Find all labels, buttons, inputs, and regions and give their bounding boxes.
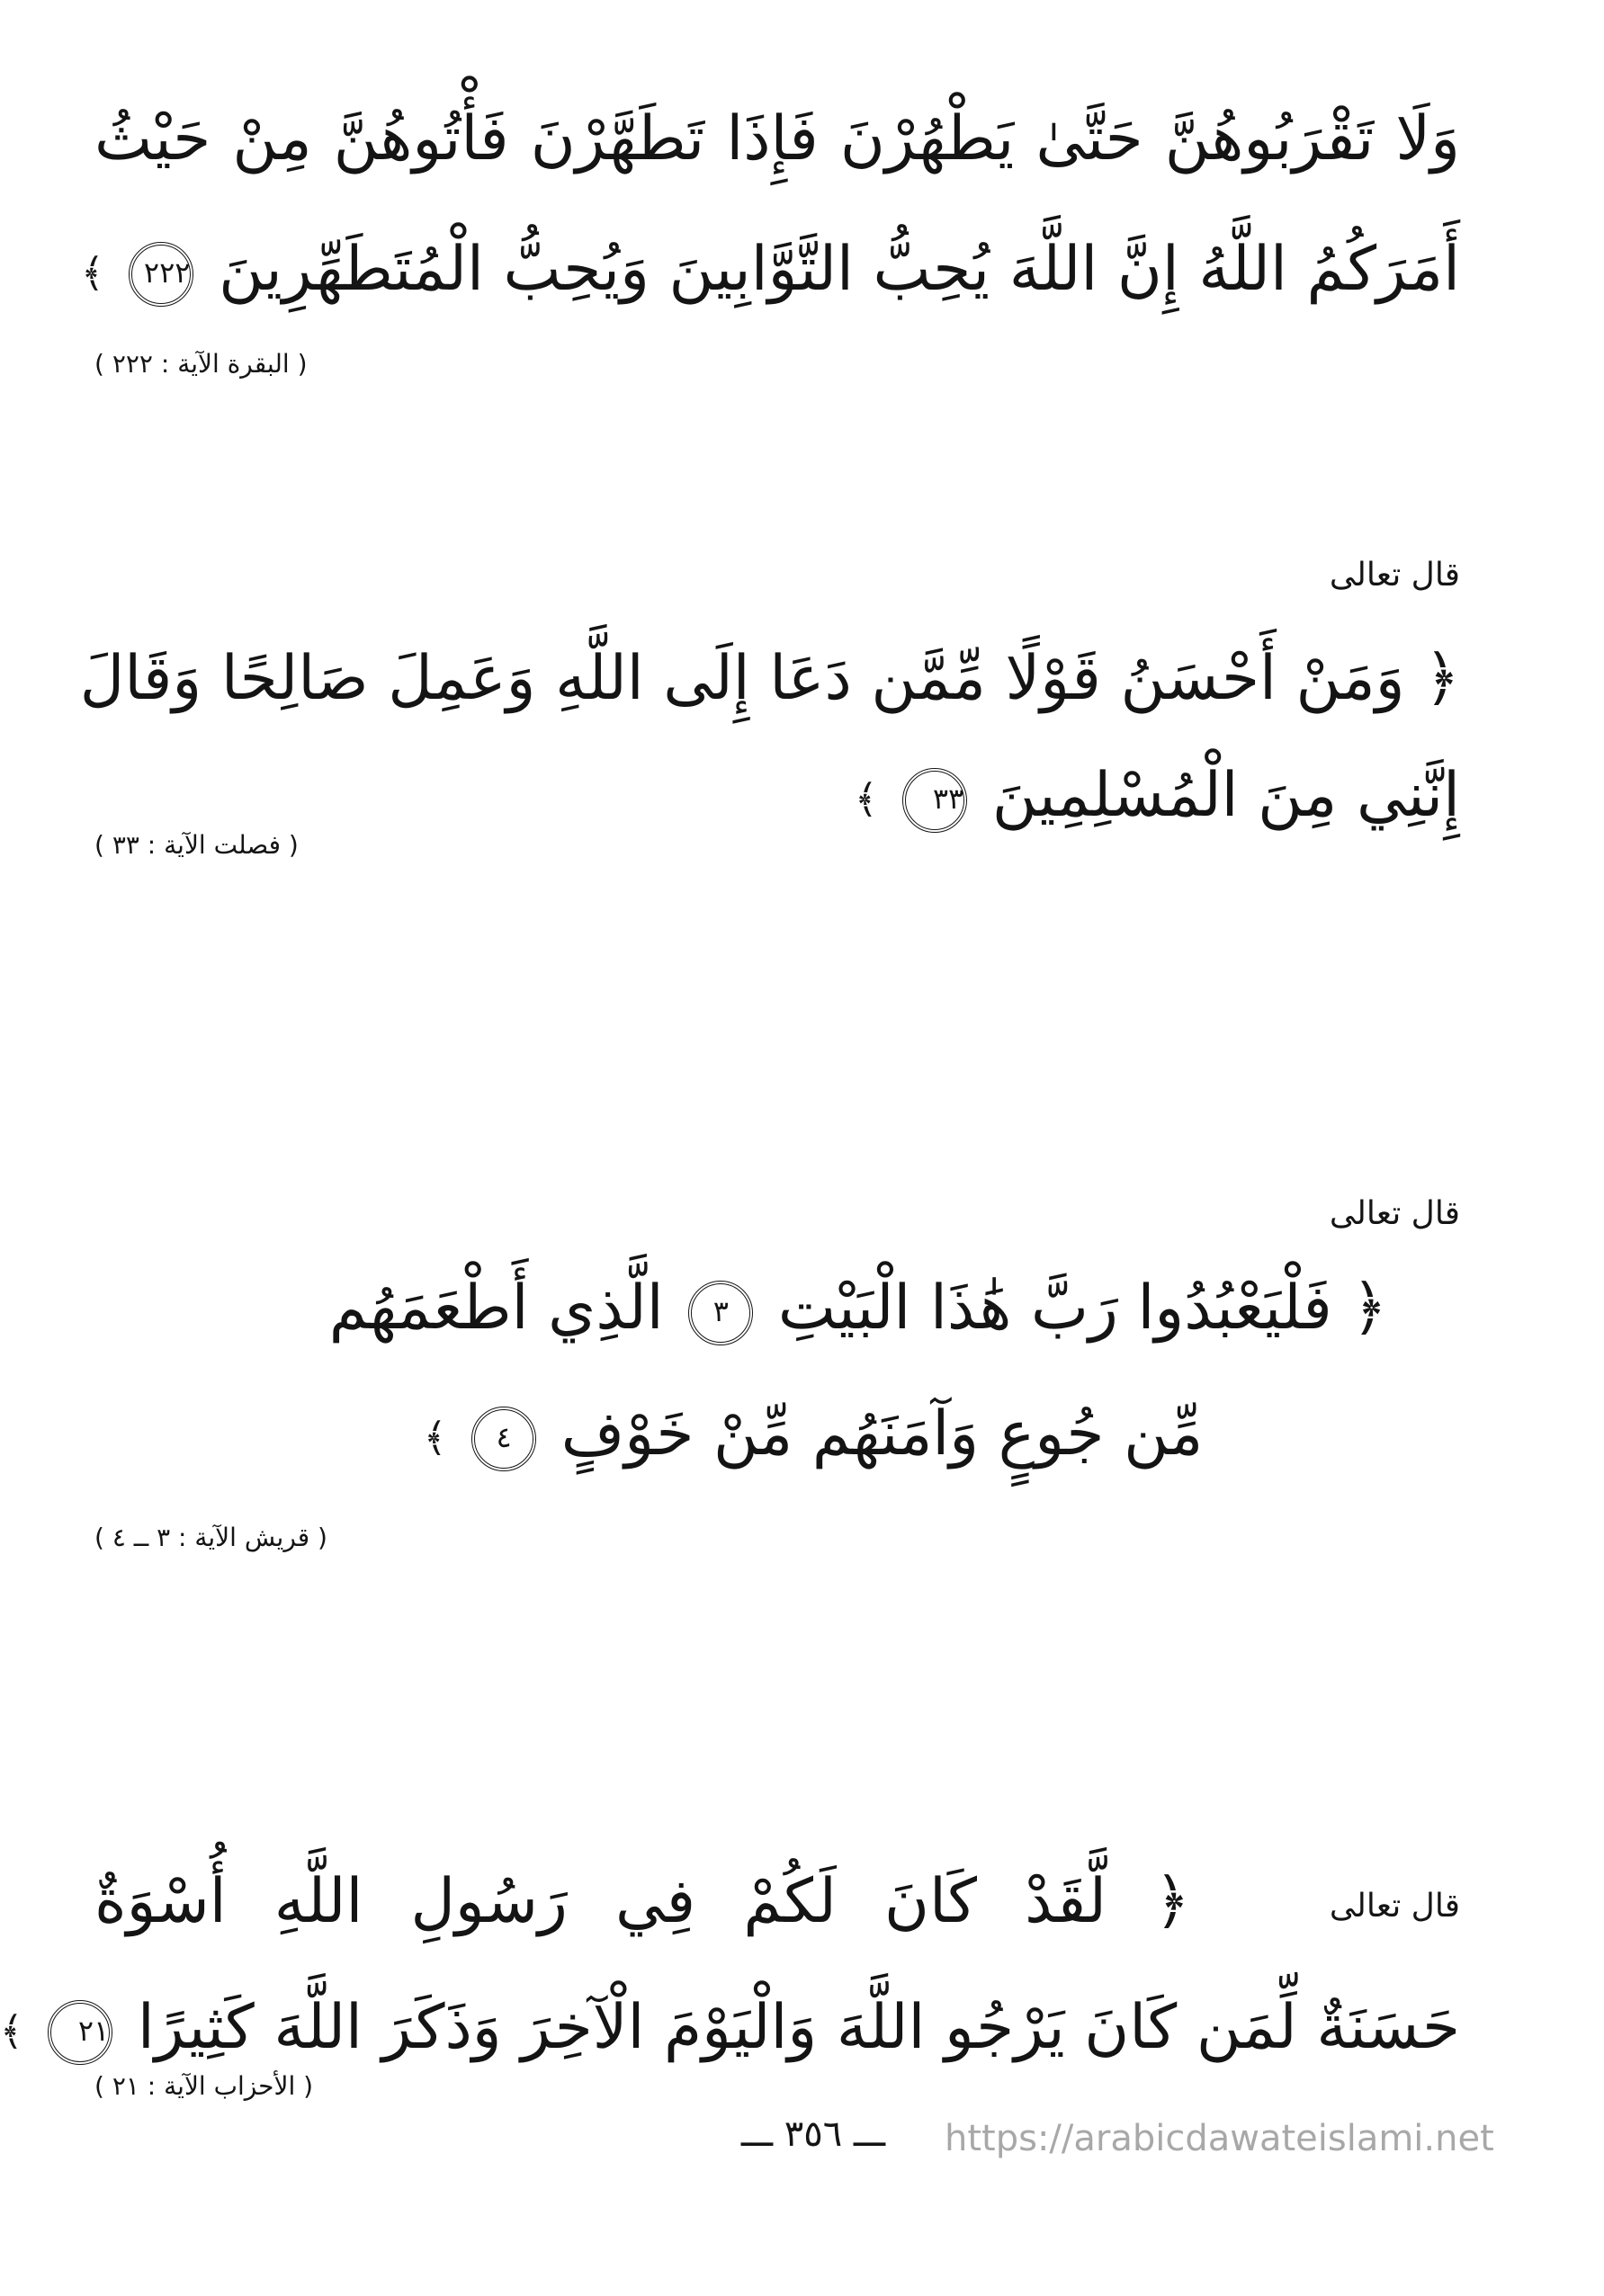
ornate-bracket-icon: ﴾ [0,2008,23,2055]
verse-line [0,1979,1460,2082]
verse-reference: ( الأحزاب الآية : ٢١ ) [94,2071,314,2101]
ornate-bracket-icon: ﴾ [423,1415,447,1461]
verse-reference: ( البقرة الآية : ٢٢٢ ) [94,349,308,379]
qala-label: قال تعالى [1329,1888,1460,1925]
ayah-number-marker: ٣٣ [902,768,967,833]
verse-text: حَسَنَةٌ لِّمَن كَانَ يَرْجُو اللَّهَ وَالْيَوْمَ الْآخِرَ وَذَكَرَ اللَّهَ كَثِيرًا [137,1992,1460,2063]
verse-line [364,1385,1262,1488]
verse-line: ﴿ وَمَنْ أَحْسَنُ قَوْلًا مِّمَّن دَعَا إِلَى اللَّهِ وَعَمِلَ صَالِحًا وَقَالَ [79,643,1460,714]
verse-text: أَمَرَكُمُ اللَّهُ إِنَّ اللَّهَ يُحِبُّ التَّوَّابِينَ وَيُحِبُّ الْمُتَطَهِّرِينَ [219,234,1460,305]
watermark: https://arabicdawateislami.net [945,2118,1494,2159]
verse-text: مِّن جُوعٍ وَآمَنَهُم مِّنْ خَوْفٍ [560,1398,1204,1470]
qala-label: قال تعالى [1329,1195,1460,1232]
verse-text: الَّذِي أَطْعَمَهُم [328,1273,664,1344]
qala-label: قال تعالى [1329,557,1460,594]
ornate-bracket-icon: ﴾ [81,250,104,297]
verse-line: ﴿ لَّقَدْ كَانَ لَكُمْ فِي رَسُولِ اللَّهِ أُسْوَةٌ [94,1866,1190,1937]
ayah-number-marker: ٢١ [48,2000,112,2065]
verse-line [81,220,1460,324]
verse-line [256,1259,1460,1358]
verse-reference: ( قريش الآية : ٣ ــ ٤ ) [94,1523,327,1552]
verse-text: إِنَّنِي مِنَ الْمُسْلِمِينَ [991,760,1460,831]
ayah-number-marker: ٤ [471,1407,536,1471]
verse-reference: ( فصلت الآية : ٣٣ ) [94,830,299,860]
verse-text: ﴿ فَلْيَعْبُدُوا رَبَّ هَٰذَا الْبَيْتِ [777,1273,1388,1344]
verse-line: وَلَا تَقْرَبُوهُنَّ حَتَّىٰ يَطْهُرْنَ فَإِذَا تَطَهَّرْنَ فَأْتُوهُنَّ مِنْ حَيْثُ [94,103,1460,174]
ornate-bracket-icon: ﴾ [854,776,878,823]
page-number: ـــ ٣٥٦ ـــ [740,2113,886,2155]
ayah-number-marker: ٣ [688,1281,753,1345]
ayah-number-marker: ٢٢٢ [129,242,193,307]
